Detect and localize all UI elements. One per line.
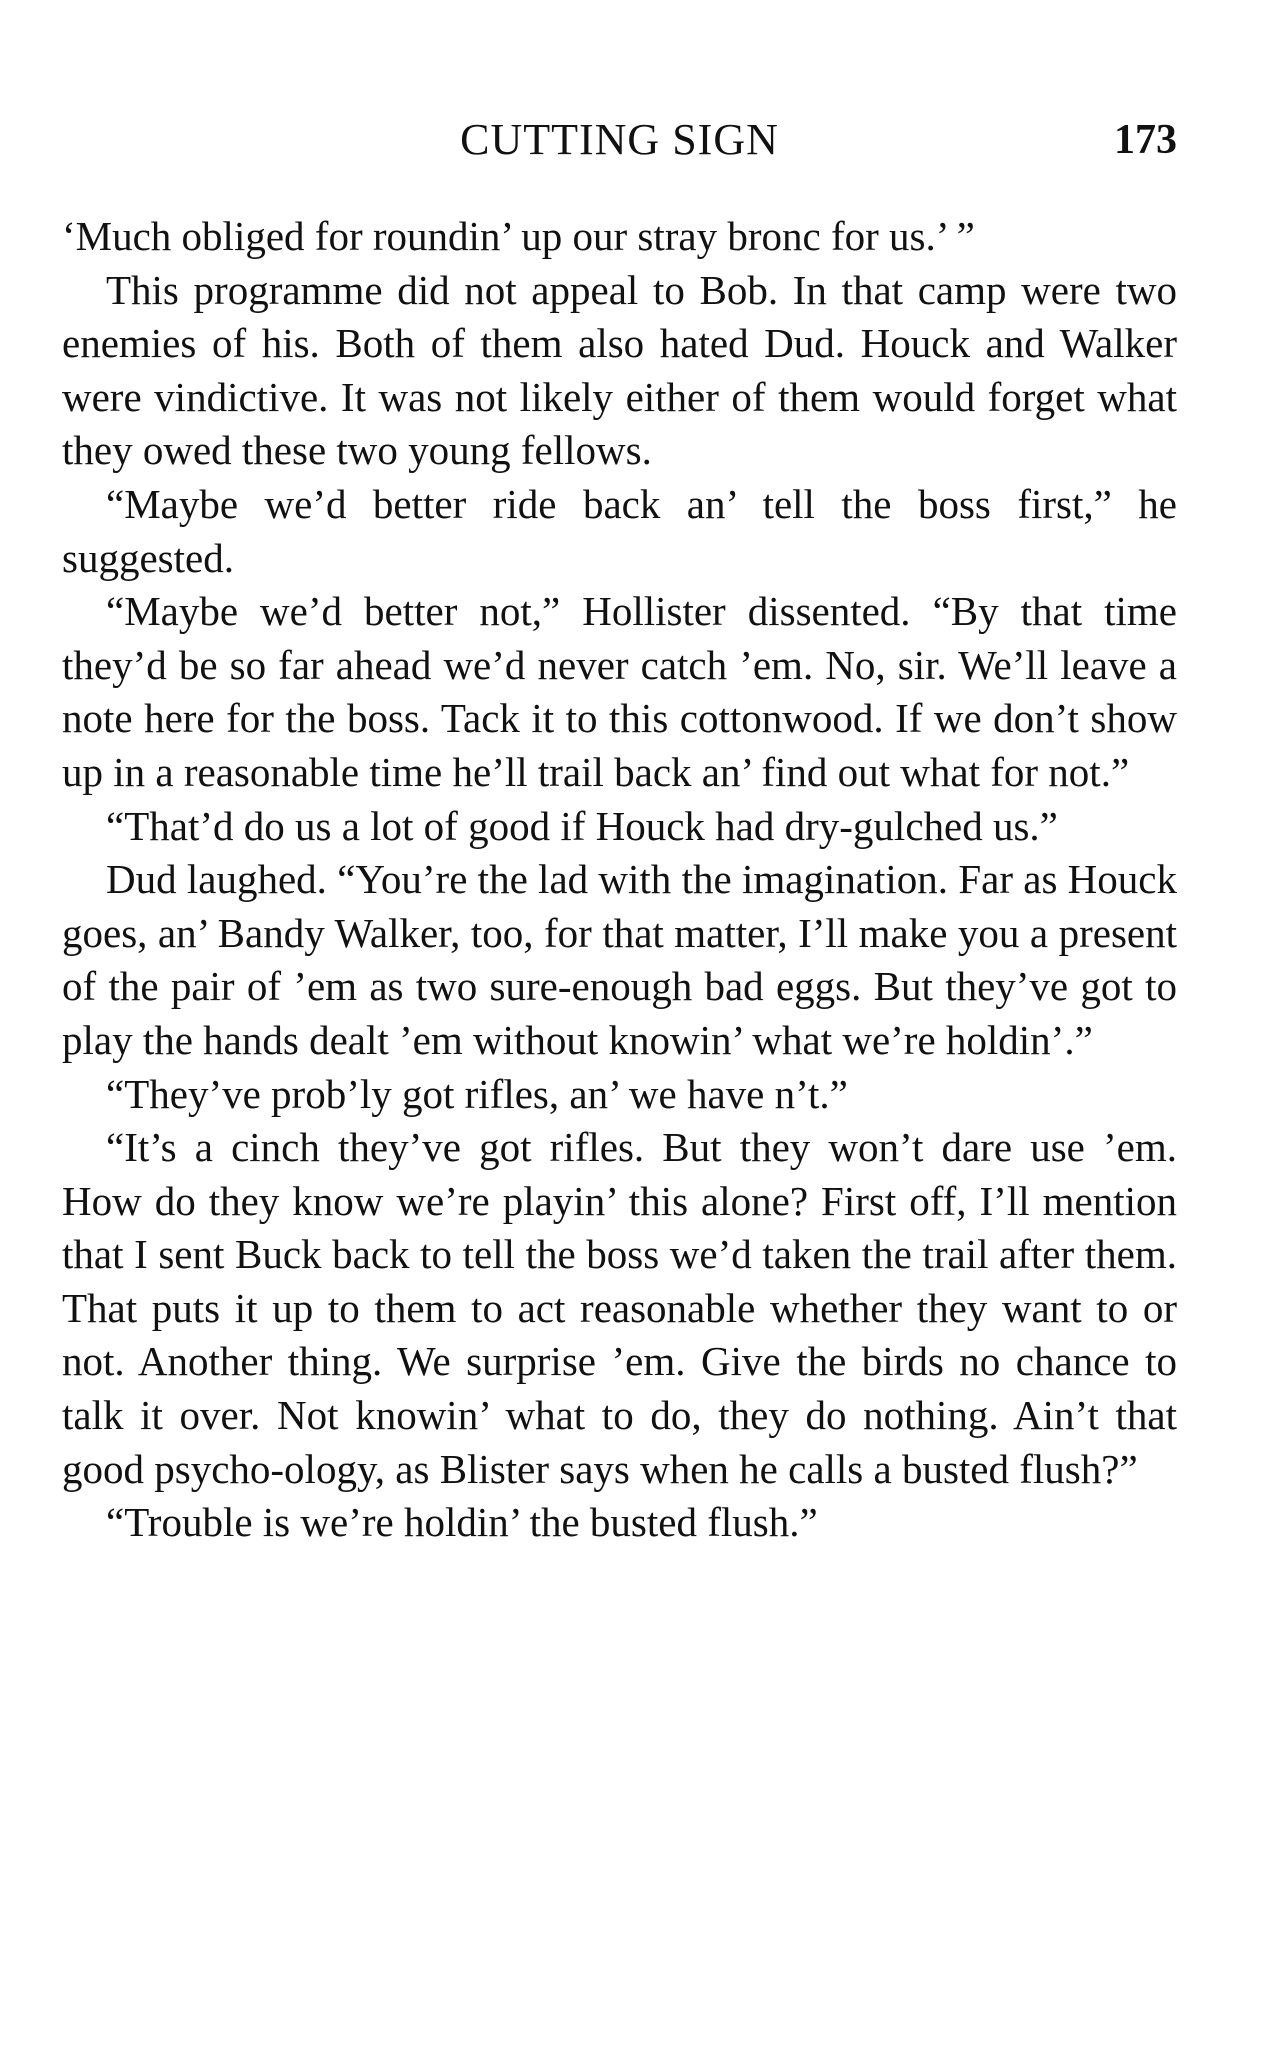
body-text	[62, 210, 1177, 1550]
paragraph-dud-laughed: Dud laughed. “You’re the lad with the imagination. Far as Houck goes, an’ Bandy Walker, too, for that matter, I’ll make you a present of the pair of ’em as two sure-enough bad eggs. But they’ve got to play the hands dealt ’em without knowin’ what we’re holdin’.”	[62, 856, 1177, 1063]
paragraph-dialogue-dry-gulched: “That’d do us a lot of good if Houck had dry-gulched us.”	[106, 802, 1058, 849]
paragraph-dialogue-ride-back: “Maybe we’d better ride back an’ tell the boss first,” he suggested.	[62, 480, 1177, 581]
paragraph-dialogue-rifles: “They’ve prob’ly got rifles, an’ we have n’t.”	[106, 1070, 848, 1117]
paragraph-dialogue-cinch: “It’s a cinch they’ve got rifles. But they won’t dare use ’em. How do they know we’re playin’ this alone? First off, I’ll mention that I sent Buck back to tell the boss we’d taken the trail after them. That puts it up to them to act reasonable whether they want to or not. Another thing. We surprise ’em. Give the birds no chance to talk it over. Not knowin’ what to do, they do nothing. Ain’t that good psycho-ology, as Blister says when he calls a busted flush?”	[62, 1124, 1177, 1492]
running-head	[62, 110, 1177, 170]
paragraph-continued: ‘Much obliged for roundin’ up our stray bronc for us.’ ”	[62, 213, 975, 259]
paragraph-narration-bob: This programme did not appeal to Bob. In that camp were two enemies of his. Both of them also hated Dud. Houck and Walker were vindictive. It was not likely either of them would forget what they owed these two young fellows.	[62, 266, 1177, 474]
paragraph-dialogue-busted-flush: “Trouble is we’re holdin’ the busted flush.”	[106, 1499, 818, 1546]
running-title: CUTTING SIGN	[460, 115, 779, 164]
paragraph-dialogue-hollister: “Maybe we’d better not,” Hollister dissented. “By that time they’d be so far ahead we’d never catch ’em. No, sir. We’ll leave a note here for the boss. Tack it to this cottonwood. If we don’t show up in a reasonable time he’ll trail back an’ find out what for not.”	[62, 588, 1177, 795]
page-number: 173	[1114, 117, 1177, 163]
